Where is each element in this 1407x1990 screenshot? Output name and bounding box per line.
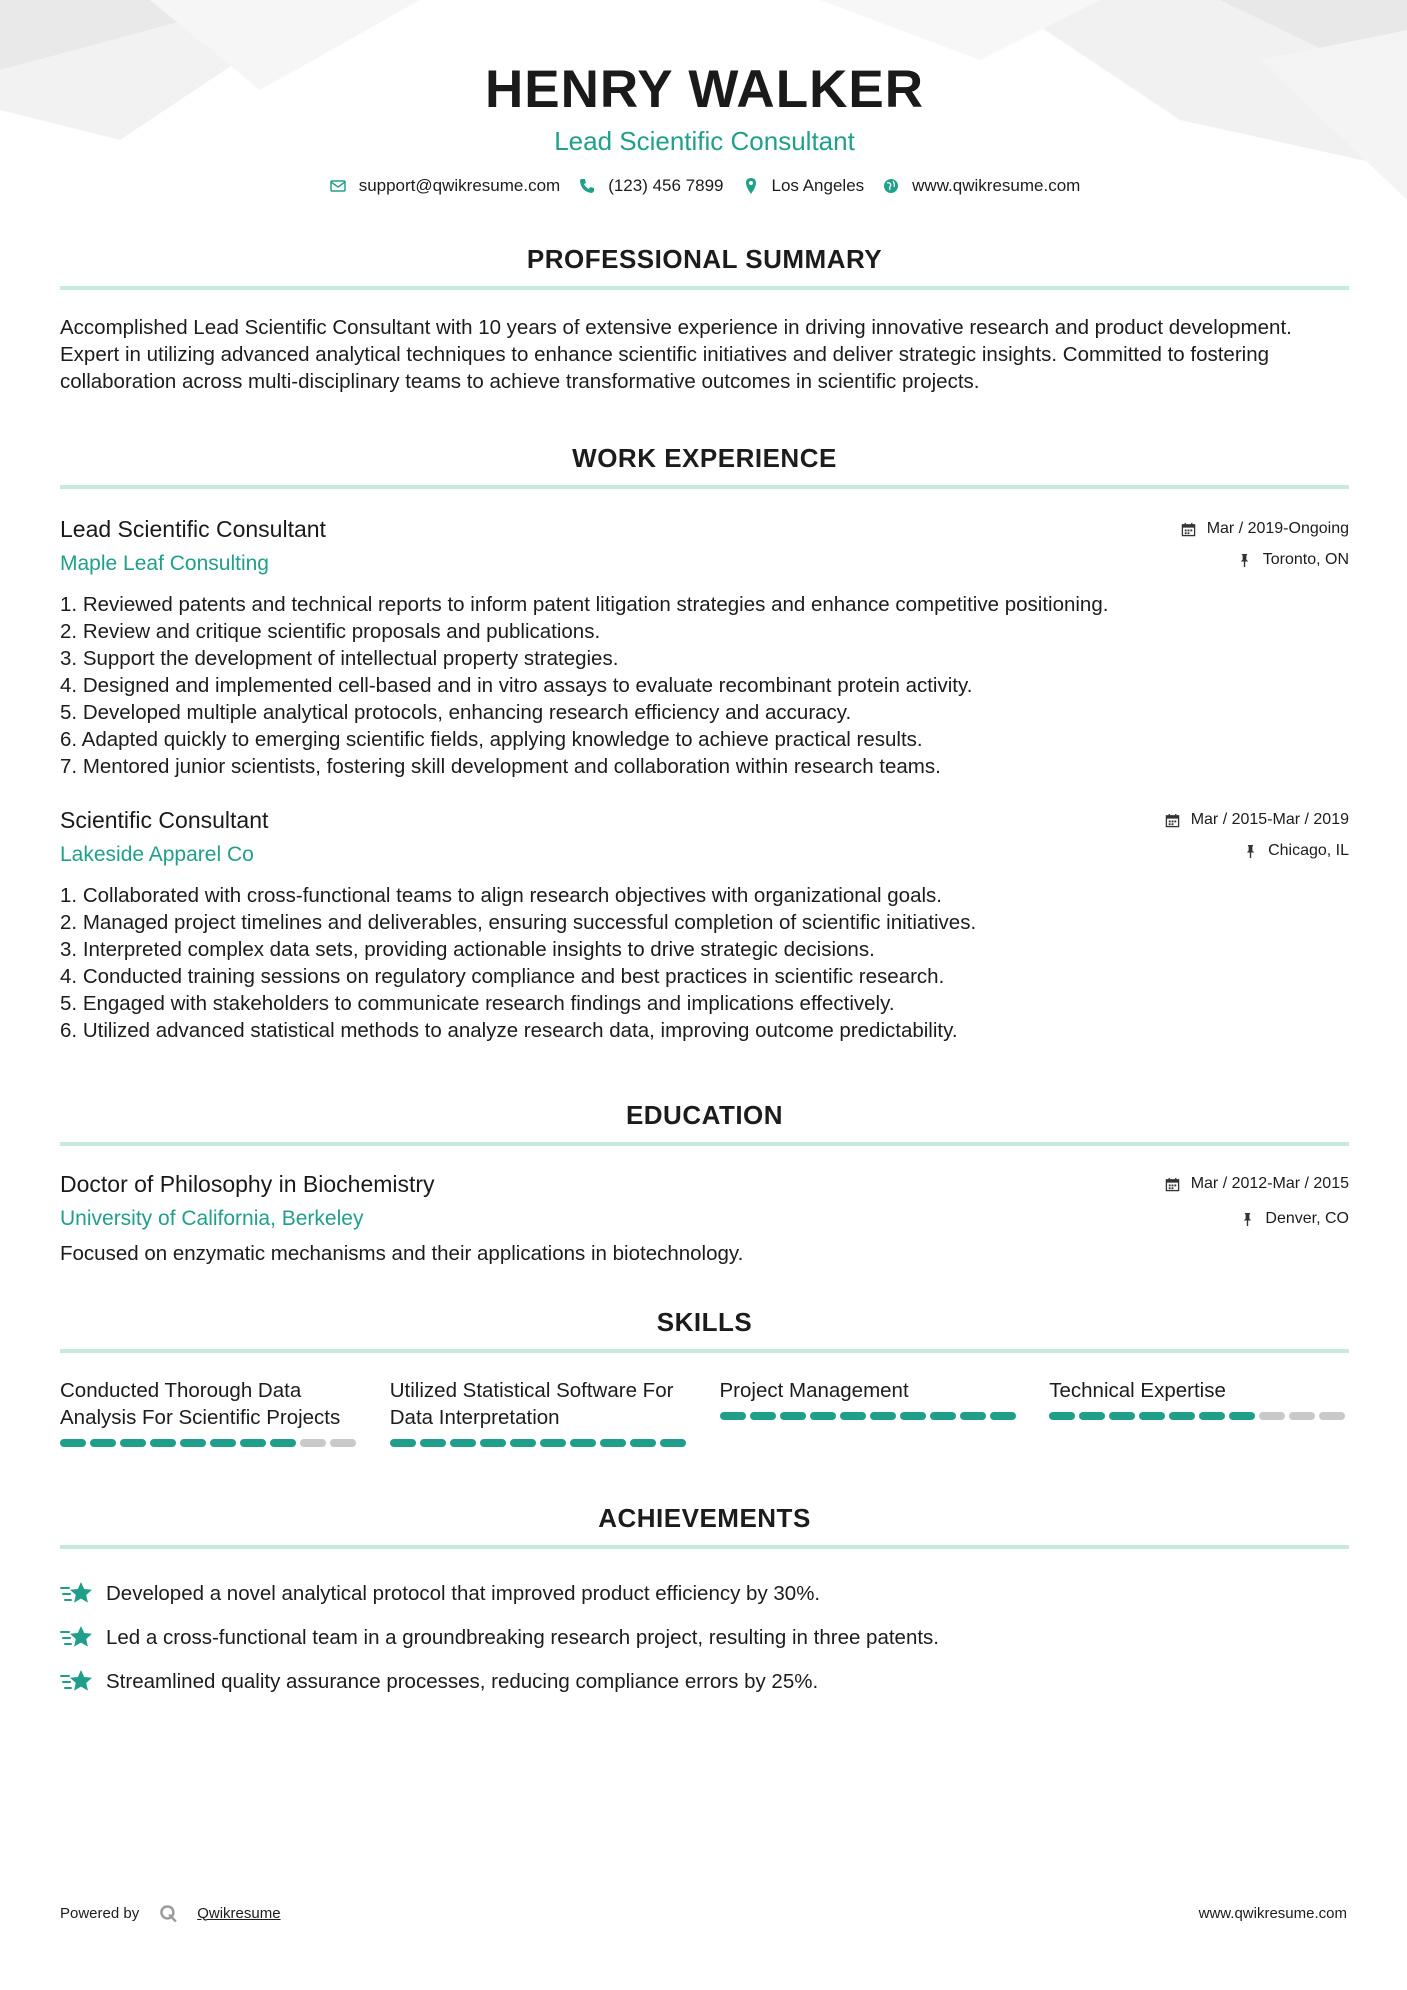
skill-item — [1049, 1377, 1349, 1447]
duty-item: Adapted quickly to emerging scientific fields, applying knowledge to achieve practical results. — [81, 728, 923, 751]
skill-level-segment — [60, 1439, 86, 1447]
globe-icon — [882, 177, 900, 195]
skill-level-segment — [270, 1439, 296, 1447]
skill-level-bar — [60, 1439, 360, 1447]
email-text: support@qwikresume.com — [358, 176, 561, 195]
education-heading: EDUCATION — [60, 1100, 1349, 1146]
resume-page — [60, 0, 1349, 1703]
contact-website[interactable] — [882, 176, 1080, 196]
skills-section — [60, 1307, 1349, 1447]
contact-email[interactable] — [329, 176, 561, 196]
achievements-heading: ACHIEVEMENTS — [60, 1503, 1349, 1549]
skill-level-segment — [960, 1412, 986, 1420]
skill-level-segment — [540, 1439, 566, 1447]
job-title: Lead Scientific Consultant — [60, 516, 326, 542]
skill-name: Technical Expertise — [1049, 1379, 1226, 1402]
duty-item: Conducted training sessions on regulatory compliance and best practices in scientific research. — [82, 965, 945, 988]
pushpin-icon — [1238, 1210, 1256, 1228]
achievement-text: Led a cross-functional team in a groundbreaking research project, resulting in three patents. — [106, 1625, 940, 1649]
skill-level-segment — [1319, 1412, 1345, 1420]
skill-level-segment — [240, 1439, 266, 1447]
job-location-text: Toronto, ON — [1262, 551, 1349, 568]
education-dates — [1164, 1174, 1349, 1194]
skill-level-segment — [600, 1439, 626, 1447]
qwikresume-link[interactable]: Qwikresume — [197, 1904, 281, 1922]
skills-heading: SKILLS — [60, 1307, 1349, 1353]
education-meta — [1164, 1174, 1349, 1229]
skill-level-bar — [390, 1439, 690, 1447]
skill-level-segment — [300, 1439, 326, 1447]
skill-level-segment — [420, 1439, 446, 1447]
duty-item: Engaged with stakeholders to communicate research findings and implications effectively. — [82, 992, 895, 1015]
education-location-text: Denver, CO — [1265, 1210, 1349, 1227]
achievement-item — [60, 1571, 1349, 1615]
calendar-icon — [1164, 1175, 1182, 1193]
duty-item: Managed project timelines and deliverables, ensuring successful completion of scientific initiatives. — [82, 911, 977, 934]
skill-level-segment — [810, 1412, 836, 1420]
job-dates-text: Mar / 2015-Mar / 2019 — [1190, 811, 1349, 828]
summary-heading: PROFESSIONAL SUMMARY — [60, 244, 1349, 290]
achievement-item — [60, 1659, 1349, 1703]
skill-level-segment — [1199, 1412, 1225, 1420]
contact-bar — [60, 176, 1349, 196]
skill-level-segment — [90, 1439, 116, 1447]
skill-level-segment — [870, 1412, 896, 1420]
skill-level-bar — [1049, 1412, 1349, 1420]
job-location — [1164, 841, 1349, 861]
skill-level-segment — [210, 1439, 236, 1447]
duty-item: Mentored junior scientists, fostering skill development and collaboration within research teams. — [82, 755, 941, 778]
phone-icon — [578, 177, 596, 195]
skill-item — [390, 1377, 690, 1447]
education-entry — [60, 1170, 1349, 1267]
job-company: Lakeside Apparel Co — [60, 843, 254, 866]
skill-level-segment — [480, 1439, 506, 1447]
skills-grid — [60, 1377, 1349, 1447]
skill-level-segment — [1109, 1412, 1135, 1420]
qwikresume-logo-icon — [153, 1898, 183, 1928]
education-location — [1164, 1209, 1349, 1229]
job-location-text: Chicago, IL — [1268, 842, 1349, 859]
duty-item: Utilized advanced statistical methods to analyze research data, improving outcome predictability. — [82, 1019, 958, 1042]
skill-level-segment — [1289, 1412, 1315, 1420]
skill-level-segment — [570, 1439, 596, 1447]
job-entry — [60, 806, 1349, 1044]
skill-level-segment — [1139, 1412, 1165, 1420]
skill-level-segment — [1079, 1412, 1105, 1420]
achievement-text: Streamlined quality assurance processes, reducing compliance errors by 25%. — [106, 1669, 819, 1693]
job-title: Scientific Consultant — [60, 807, 269, 833]
skill-level-segment — [900, 1412, 926, 1420]
map-marker-icon — [742, 177, 760, 195]
skill-level-segment — [1259, 1412, 1285, 1420]
achievements-list — [60, 1571, 1349, 1703]
achievement-item — [60, 1615, 1349, 1659]
calendar-icon — [1180, 520, 1198, 538]
experience-heading: WORK EXPERIENCE — [60, 443, 1349, 489]
star-icon — [60, 1579, 94, 1607]
skill-level-segment — [390, 1439, 416, 1447]
job-dates-text: Mar / 2019-Ongoing — [1206, 520, 1349, 537]
skill-name: Project Management — [719, 1379, 909, 1402]
skill-level-segment — [720, 1412, 746, 1420]
job-dates — [1164, 810, 1349, 830]
duty-item: Collaborated with cross-functional teams to align research objectives with organizational goals. — [82, 884, 942, 907]
skill-level-segment — [1229, 1412, 1255, 1420]
skill-level-segment — [150, 1439, 176, 1447]
summary-section — [60, 244, 1349, 395]
job-duties — [60, 591, 1349, 780]
footer-website[interactable]: www.qwikresume.com — [1198, 1904, 1347, 1922]
summary-text: Accomplished Lead Scientific Consultant with 10 years of extensive experience in driving innovative research and product development. Expert in utilizing advanced analytical techniques to enhance scientific initiatives and deliver strategic insights. Committed to fostering collaboration across multi-disciplinary teams to achieve transformative outcomes in scientific projects. — [60, 316, 1292, 393]
location-text: Los Angeles — [771, 176, 865, 195]
job-entry — [60, 515, 1349, 780]
skill-item — [720, 1377, 1020, 1447]
job-dates — [1180, 519, 1349, 539]
skill-level-segment — [630, 1439, 656, 1447]
job-meta — [1164, 810, 1349, 861]
skill-level-segment — [750, 1412, 776, 1420]
skill-level-segment — [180, 1439, 206, 1447]
achievement-text: Developed a novel analytical protocol that improved product efficiency by 30%. — [106, 1581, 821, 1605]
phone-text: (123) 456 7899 — [608, 176, 724, 195]
powered-by-label: Powered by — [60, 1904, 140, 1922]
skill-level-segment — [330, 1439, 356, 1447]
calendar-icon — [1164, 811, 1182, 829]
skill-name: Conducted Thorough Data Analysis For Scientific Projects — [60, 1379, 341, 1429]
skill-level-bar — [720, 1412, 1020, 1420]
skill-level-segment — [1169, 1412, 1195, 1420]
duty-item: Interpreted complex data sets, providing actionable insights to drive strategic decisions. — [82, 938, 875, 961]
resume-header — [60, 0, 1349, 196]
skill-level-segment — [510, 1439, 536, 1447]
education-dates-text: Mar / 2012-Mar / 2015 — [1190, 1175, 1349, 1192]
skill-level-segment — [780, 1412, 806, 1420]
candidate-role: Lead Scientific Consultant — [554, 126, 855, 156]
candidate-name: HENRY WALKER — [485, 60, 924, 119]
pushpin-icon — [1236, 551, 1254, 569]
page-footer — [60, 1898, 1347, 1928]
duty-item: Review and critique scientific proposals and publications. — [82, 620, 601, 643]
skill-level-segment — [990, 1412, 1016, 1420]
powered-by — [60, 1898, 281, 1928]
envelope-icon — [329, 177, 347, 195]
skill-level-segment — [450, 1439, 476, 1447]
education-description: Focused on enzymatic mechanisms and their applications in biotechnology. — [60, 1242, 744, 1265]
education-section — [60, 1100, 1349, 1267]
skill-level-segment — [660, 1439, 686, 1447]
skill-level-segment — [930, 1412, 956, 1420]
star-icon — [60, 1667, 94, 1695]
school-name: University of California, Berkeley — [60, 1207, 364, 1230]
skill-level-segment — [1049, 1412, 1075, 1420]
skill-item — [60, 1377, 360, 1447]
achievements-section — [60, 1503, 1349, 1703]
pushpin-icon — [1241, 842, 1259, 860]
duty-item: Support the development of intellectual property strategies. — [82, 647, 619, 670]
skill-level-segment — [120, 1439, 146, 1447]
star-icon — [60, 1623, 94, 1651]
job-meta — [1180, 519, 1349, 570]
degree-title: Doctor of Philosophy in Biochemistry — [60, 1171, 435, 1197]
duty-item: Developed multiple analytical protocols, enhancing research efficiency and accuracy. — [82, 701, 852, 724]
job-duties — [60, 882, 1349, 1044]
contact-location — [742, 176, 865, 196]
skill-name: Utilized Statistical Software For Data Interpretation — [389, 1379, 674, 1429]
job-location — [1180, 550, 1349, 570]
job-company: Maple Leaf Consulting — [60, 552, 269, 575]
experience-section — [60, 443, 1349, 1044]
contact-phone[interactable] — [578, 176, 723, 196]
duty-item: Reviewed patents and technical reports to inform patent litigation strategies and enhance competitive positioning. — [82, 593, 1109, 616]
duty-item: Designed and implemented cell-based and in vitro assays to evaluate recombinant protein activity. — [82, 674, 973, 697]
skill-level-segment — [840, 1412, 866, 1420]
website-text: www.qwikresume.com — [912, 176, 1081, 195]
